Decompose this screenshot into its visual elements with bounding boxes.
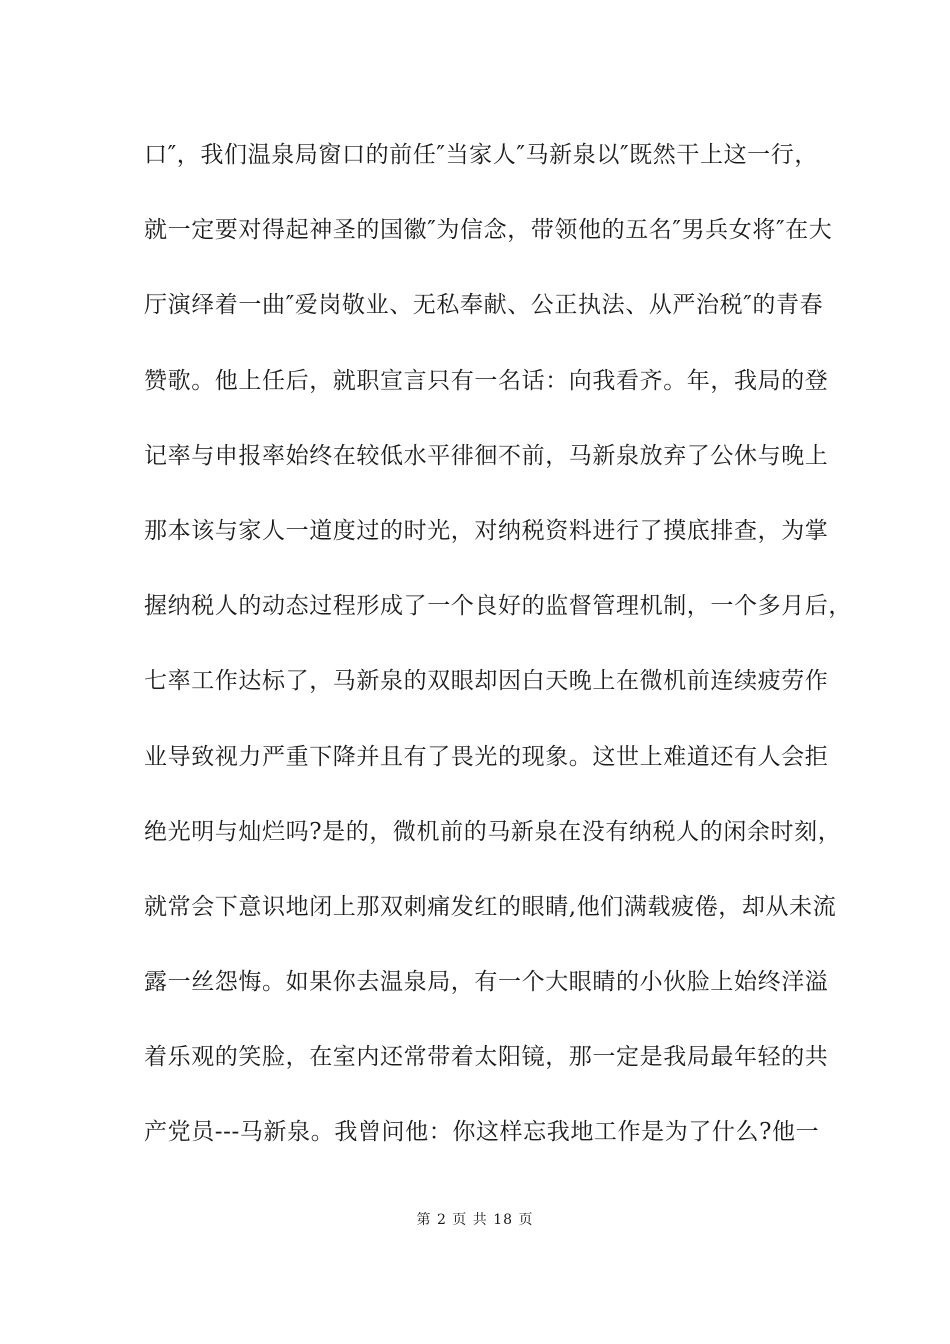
text-line: 口″，我们温泉局窗口的前任″当家人″马新泉以″既然干上这一行， — [144, 142, 818, 168]
text-line: 绝光明与灿烂吗?是的，微机前的马新泉在没有纳税人的闲余时刻， — [144, 818, 842, 845]
text-line: 七率工作达标了，马新泉的双眼却因白天晚上在微机前连续疲劳作 — [144, 668, 829, 695]
text-line: 握纳税人的动态过程形成了一个良好的监督管理机制，一个多月后， — [144, 593, 852, 620]
text-line: 厅演绎着一曲″爱岗敬业、无私奉献、公正执法、从严治税″的青春 — [144, 292, 824, 319]
text-line: 产党员---马新泉。我曾问他：你这样忘我地工作是为了什么?他一 — [144, 1119, 820, 1146]
text-line: 着乐观的笑脸，在室内还常带着太阳镜，那一定是我局最年轻的共 — [144, 1044, 829, 1071]
text-line: 那本该与家人一道度过的时光，对纳税资料进行了摸底排查，为掌 — [144, 517, 829, 544]
body-text — [144, 133, 852, 1186]
text-line: 露一丝怨悔。如果你去温泉局，有一个大眼睛的小伙脸上始终洋溢 — [144, 969, 829, 996]
text-line: 赞歌。他上任后，就职宣言只有一名话：向我看齐。年，我局的登 — [144, 367, 829, 394]
page-number-footer: 第 2 页 共 18 页 — [416, 1212, 534, 1228]
text-line: 业导致视力严重下降并且有了畏光的现象。这世上难道还有人会拒 — [144, 743, 829, 770]
text-line: 就常会下意识地闭上那双刺痛发红的眼睛,他们满载疲倦，却从未流 — [144, 893, 837, 920]
text-line: 就一定要对得起神圣的国徽″为信念，带领他的五名″男兵女将″在大 — [144, 217, 833, 244]
text-line: 记率与申报率始终在较低水平徘徊不前，马新泉放弃了公休与晚上 — [144, 442, 829, 469]
